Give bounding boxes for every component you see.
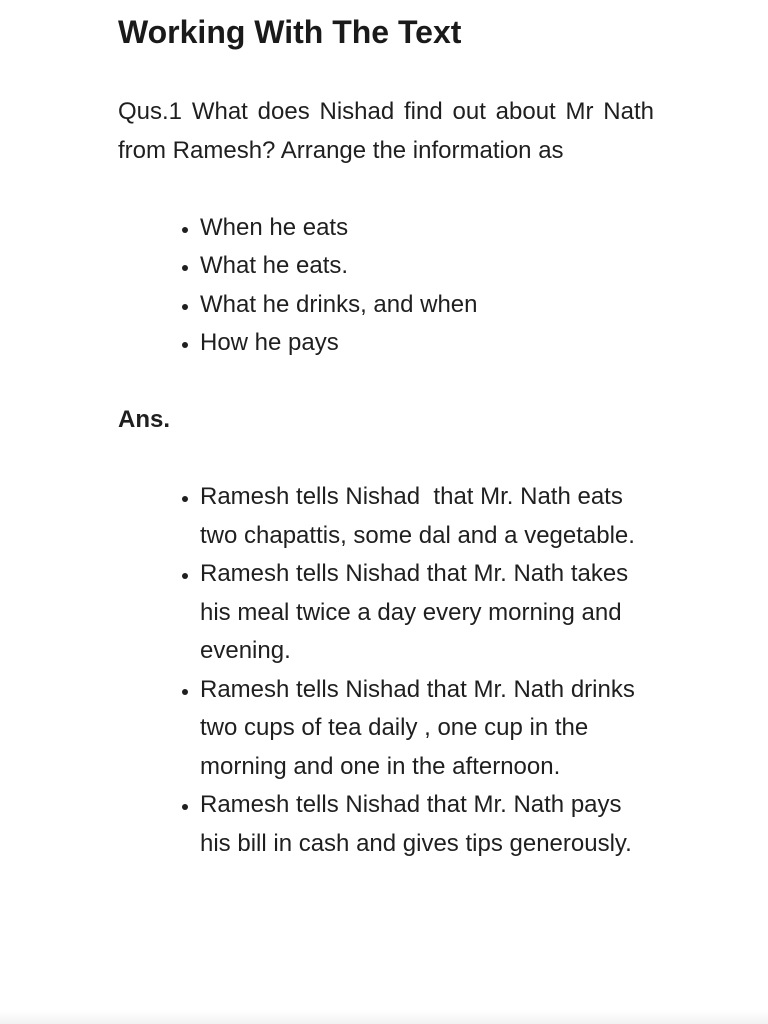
bottom-fade [0,1010,768,1024]
question-text: Qus.1 What does Nishad find out about Mr Nath from Ramesh? Arrange the information as [118,98,654,164]
article [118,0,654,863]
list-item: • Ramesh tells Nishad that Mr. Nath eats two chapattis, some dal and a vegetable. [200,478,650,555]
list-item: • What he eats. [200,247,654,286]
page-title: Working With The Text [118,14,462,50]
list-item: • Ramesh tells Nishad that Mr. Nath takes his meal twice a day every morning and evening. [200,555,650,671]
list-item: • Ramesh tells Nishad that Mr. Nath pays his bill in cash and gives tips generously. [200,786,650,863]
list-item: • What he drinks, and when [200,286,654,325]
list-item: • When he eats [200,209,654,248]
answer-list [118,478,654,863]
list-item: • Ramesh tells Nishad that Mr. Nath drinks two cups of tea daily , one cup in the morning and one in the afternoon. [200,671,650,787]
list-item: • How he pays [200,324,654,363]
question-list [118,209,654,363]
answer-label: Ans. [118,406,171,433]
